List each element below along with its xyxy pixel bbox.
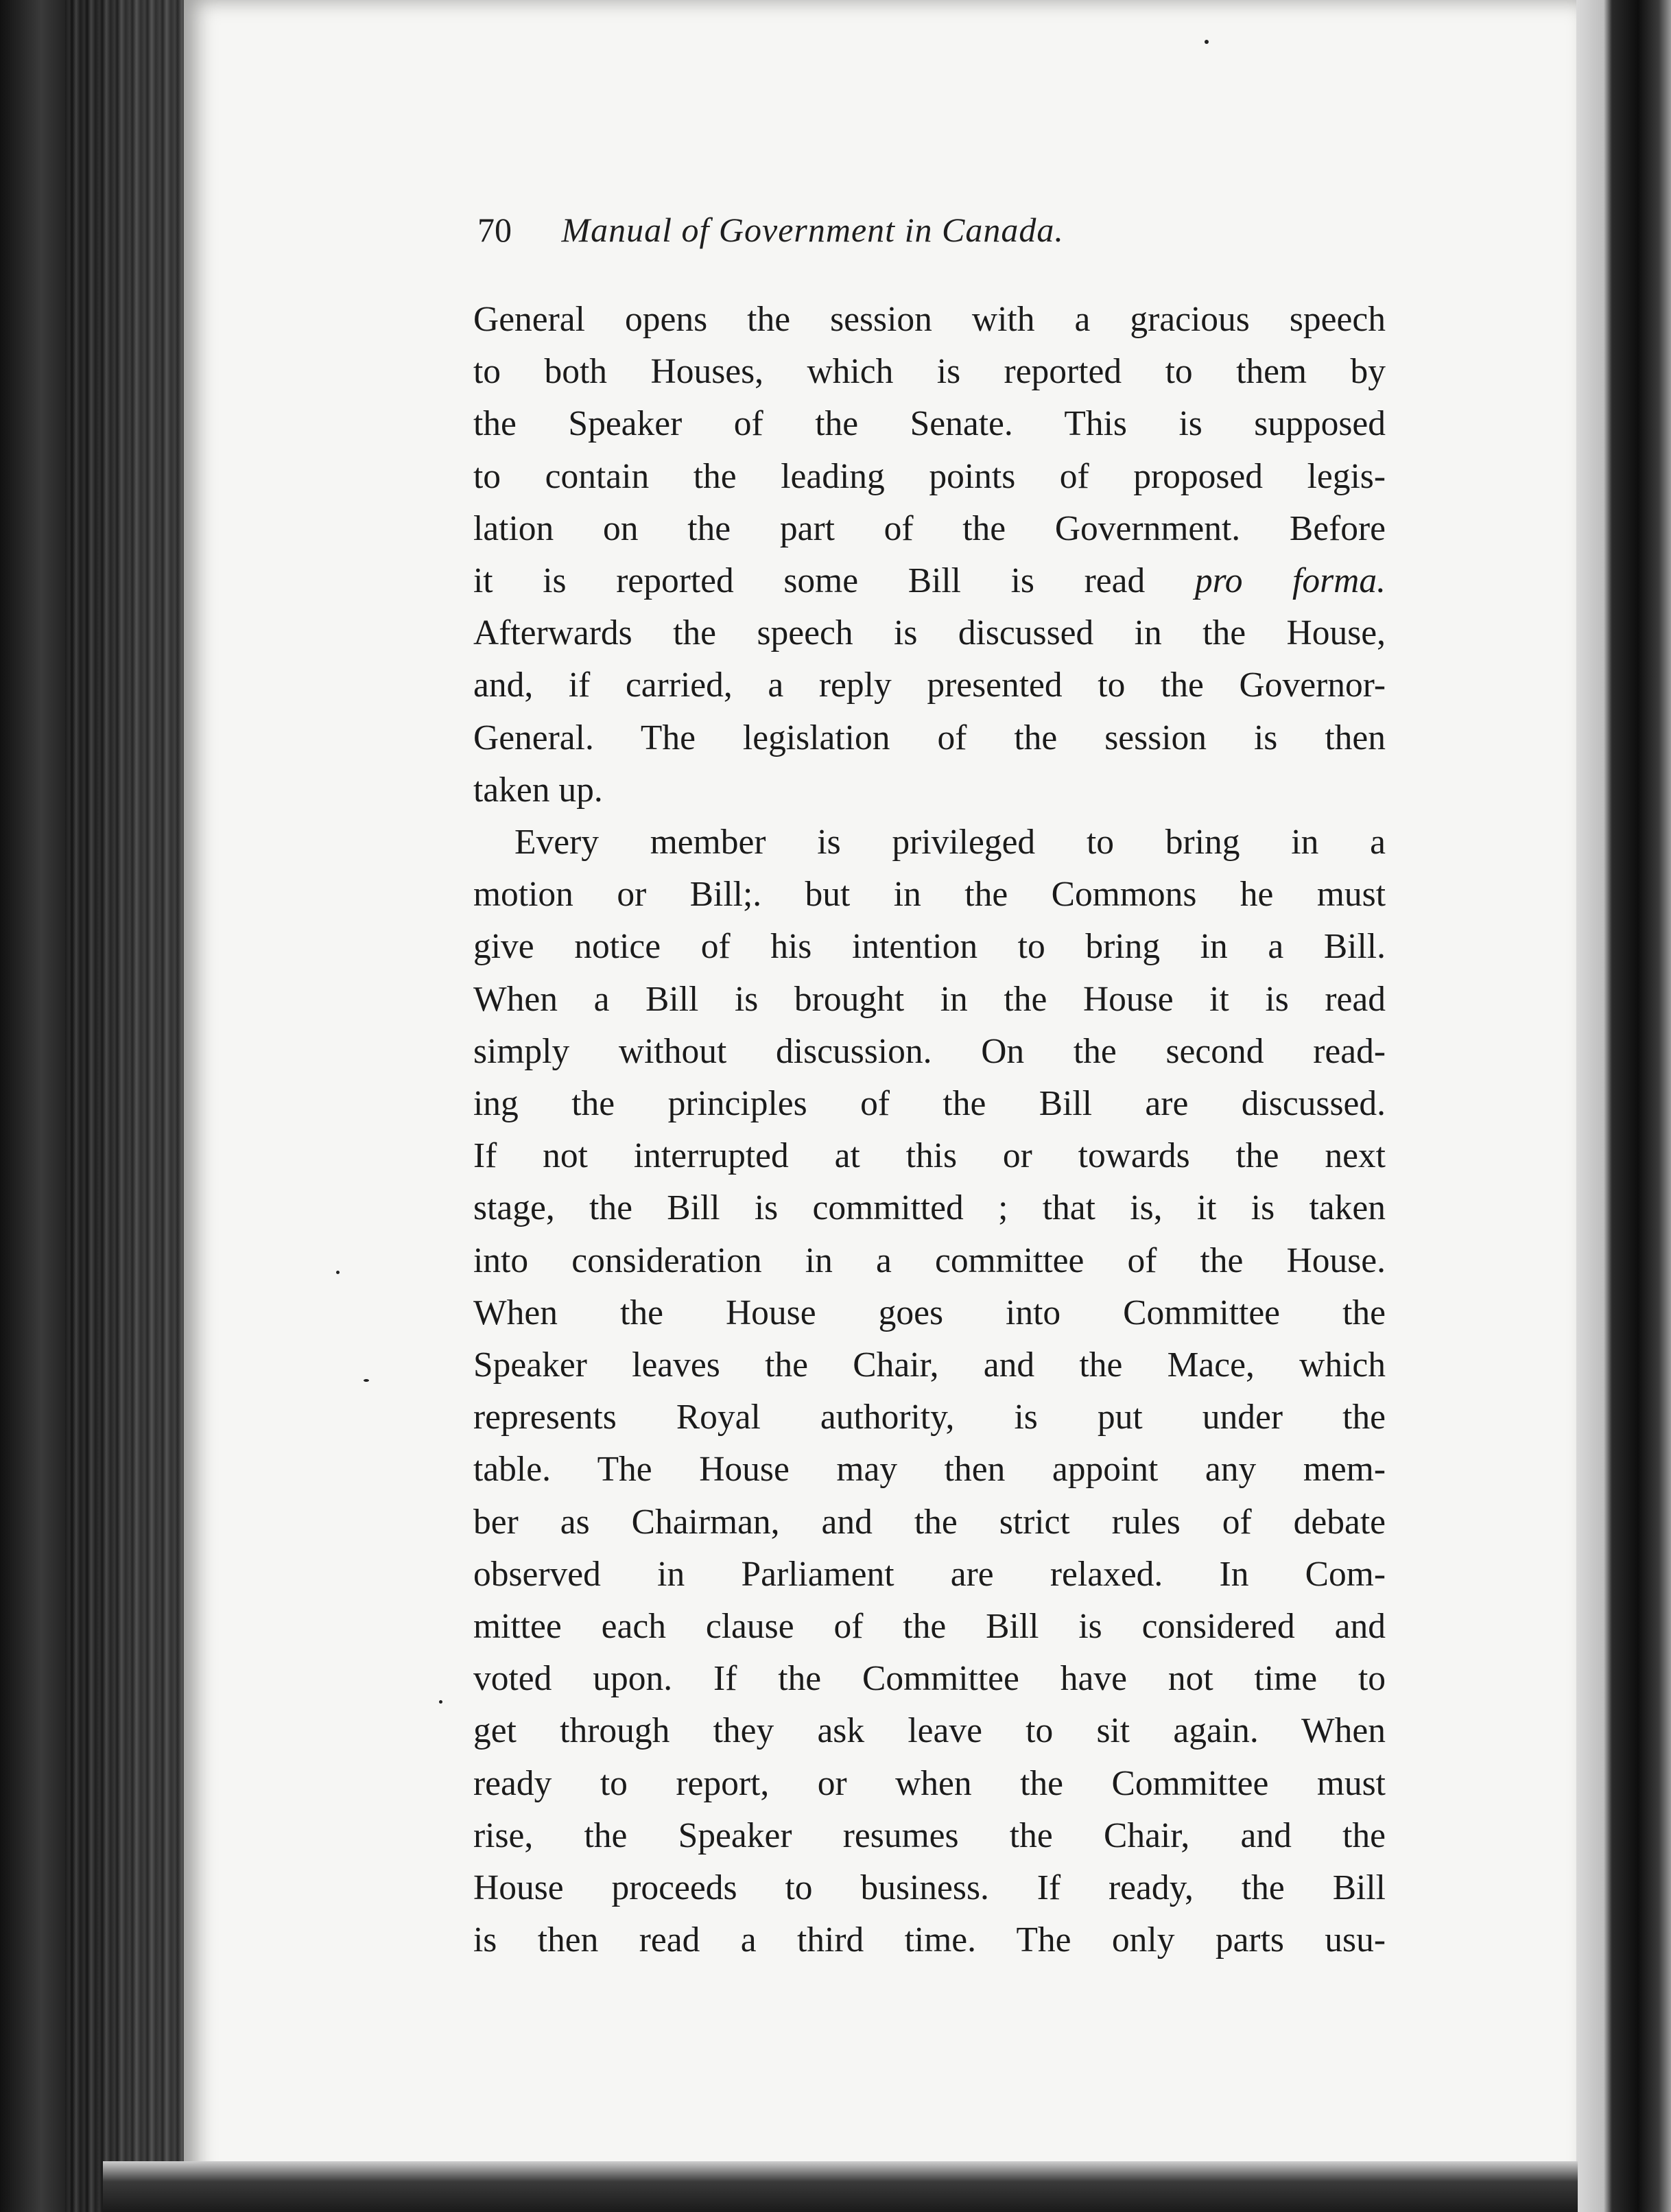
text-line: House proceeds to business. If ready, the Bill — [473, 1868, 1386, 1908]
text-line: the Speaker of the Senate. This is supposed — [473, 404, 1386, 444]
text-line: is then read a third time. The only parts usu- — [473, 1920, 1386, 1960]
text-line: stage, the Bill is committed ; that is, it is taken — [473, 1188, 1386, 1228]
text-line: to both Houses, which is reported to them by — [473, 352, 1386, 392]
scan-speck — [364, 1379, 369, 1382]
text-line: simply without discussion. On the second read- — [473, 1031, 1386, 1071]
text-line: lation on the part of the Government. Before — [473, 508, 1386, 548]
text-line: taken up. — [473, 770, 603, 810]
running-title: Manual of Government in Canada. — [561, 211, 1064, 249]
text-line: mittee each clause of the Bill is considered and — [473, 1607, 1386, 1647]
text-line: General. The legislation of the session is then — [473, 718, 1386, 757]
text-line: When the House goes into Committee the — [473, 1293, 1386, 1332]
text-line: represents Royal authority, is put under the — [473, 1398, 1386, 1437]
scan-speck — [439, 1700, 442, 1704]
text-line: table. The House may then appoint any mem- — [473, 1450, 1386, 1490]
text-line: Speaker leaves the Chair, and the Mace, which — [473, 1345, 1386, 1385]
text-line: rise, the Speaker resumes the Chair, and the — [473, 1815, 1386, 1855]
text-line: into consideration in a committee of the House. — [473, 1240, 1386, 1280]
text-line: get through they ask leave to sit again. When — [473, 1711, 1386, 1751]
bottom-page-edge — [103, 2161, 1578, 2212]
scan-speck — [1205, 40, 1209, 44]
text-line-segment: it is reported some Bill is read — [473, 561, 1195, 601]
text-line: If not interrupted at this or towards the next — [473, 1136, 1386, 1176]
text-line: ready to report, or when the Committee must — [473, 1763, 1386, 1803]
italic-phrase: pro forma. — [1194, 561, 1386, 601]
scan-speck — [336, 1271, 340, 1274]
text-line: When a Bill is brought in the House it is read — [473, 979, 1386, 1019]
text-line: voted upon. If the Committee have not time to — [473, 1659, 1386, 1699]
text-line: and, if carried, a reply presented to the Governor- — [473, 666, 1386, 705]
text-line: give notice of his intention to bring in a Bill. — [473, 927, 1386, 967]
book-spine-edge — [65, 0, 192, 2212]
text-line: motion or Bill;. but in the Commons he must — [473, 875, 1386, 915]
text-line-with-italic — [473, 555, 1386, 607]
text-line: ber as Chairman, and the strict rules of debate — [473, 1502, 1386, 1542]
paragraph-first-line: Every member is privileged to bring in a — [514, 823, 1386, 862]
running-header — [477, 210, 1383, 250]
page-number: 70 — [477, 211, 512, 249]
text-line: General opens the session with a gracious speech — [473, 300, 1386, 339]
text-line: to contain the leading points of proposed legis- — [473, 456, 1386, 496]
text-line: Afterwards the speech is discussed in the House, — [473, 613, 1386, 653]
right-page-edge — [1576, 0, 1671, 2212]
body-text — [473, 294, 1386, 1967]
text-line: observed in Parliament are relaxed. In Com- — [473, 1554, 1386, 1594]
text-line: ing the principles of the Bill are discussed. — [473, 1084, 1386, 1124]
